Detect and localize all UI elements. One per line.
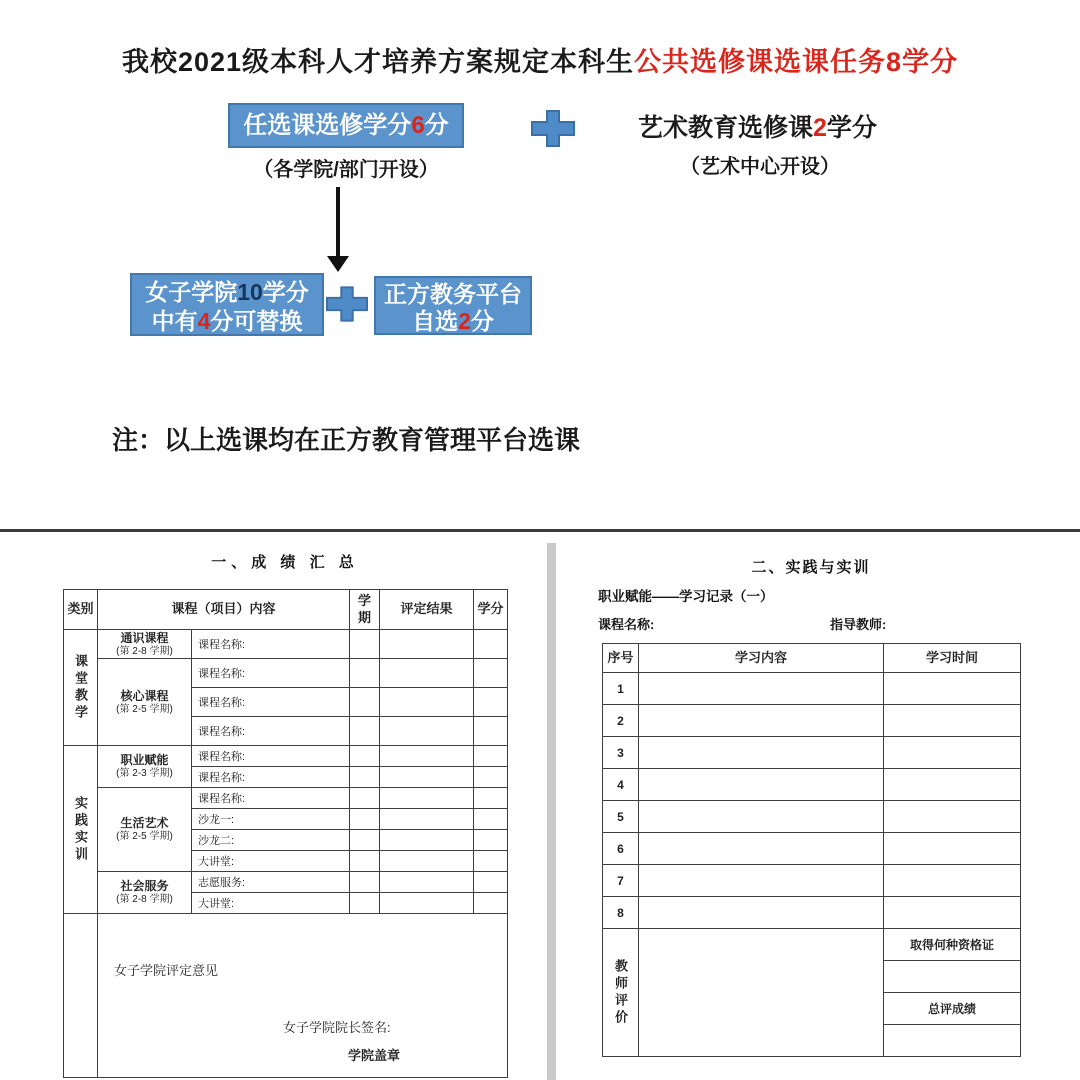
empty-certificate-cell — [884, 961, 1021, 993]
subgroup-core-name: 核心课程 — [120, 688, 169, 703]
empty-content-cell — [639, 769, 884, 801]
college-credit-l1-num: 10 — [237, 279, 263, 305]
platform-credit-box — [374, 276, 532, 335]
empty-semester-cell — [350, 688, 380, 717]
subgroup-vocation-cell — [98, 746, 192, 788]
empty-time-cell — [884, 801, 1021, 833]
table-row — [64, 659, 508, 688]
empty-credit-cell — [474, 830, 508, 851]
grade-summary-title: 一、成 绩 汇 总 — [211, 554, 359, 571]
empty-result-cell — [380, 746, 474, 767]
teacher-eval-cell — [603, 929, 639, 1057]
empty-semester-cell — [350, 659, 380, 688]
empty-credit-cell — [474, 659, 508, 688]
row-number: 4 — [603, 769, 639, 801]
empty-credit-cell — [474, 688, 508, 717]
table-row — [603, 705, 1021, 737]
practice-record-table — [602, 643, 1020, 1057]
platform-credit-l2-post: 分 — [470, 308, 494, 334]
college-credit-l2-pre: 中有 — [151, 308, 198, 334]
header-category: 类别 — [64, 590, 98, 630]
elective-credit-unit: 分 — [424, 112, 449, 139]
lecture-hall-label: 大讲堂: — [192, 893, 350, 914]
empty-content-cell — [639, 801, 884, 833]
college-opinion-label: 女子学院评定意见 — [114, 963, 219, 978]
final-score-header: 总评成绩 — [884, 993, 1021, 1025]
subgroup-service-term: (第 2-8 学期) — [116, 894, 173, 905]
header-time: 学习时间 — [884, 644, 1021, 673]
plus-icon — [531, 110, 575, 147]
elective-credit-box — [228, 103, 464, 148]
empty-time-cell — [884, 769, 1021, 801]
platform-credit-l2-num: 2 — [458, 308, 471, 334]
empty-credit-cell — [474, 788, 508, 809]
subgroup-service-name: 社会服务 — [120, 879, 169, 893]
main-title-black: 我校2021级本科人才培养方案规定本科生 — [121, 47, 635, 77]
plus-icon — [326, 285, 368, 323]
table-row — [603, 865, 1021, 897]
course-name-label: 课程名称: — [192, 788, 350, 809]
college-credit-box — [130, 273, 324, 336]
empty-result-cell — [380, 830, 474, 851]
flow-arrow-head — [327, 256, 349, 272]
subgroup-core-term: (第 2-5 学期) — [116, 703, 173, 715]
empty-semester-cell — [350, 893, 380, 914]
category-practice-cell — [64, 746, 98, 914]
teacher-eval-row — [603, 929, 1021, 961]
course-name-label: 课程名称: — [192, 688, 350, 717]
table-row — [603, 801, 1021, 833]
empty-semester-cell — [350, 830, 380, 851]
course-name-field-label: 课程名称: — [598, 617, 655, 632]
empty-credit-cell — [474, 872, 508, 893]
empty-result-cell — [380, 872, 474, 893]
dean-signature-label: 女子学院院长签名: — [283, 1020, 391, 1035]
empty-time-cell — [884, 737, 1021, 769]
salon-one-label: 沙龙一: — [192, 809, 350, 830]
volunteer-label: 志愿服务: — [192, 872, 350, 893]
empty-result-cell — [380, 767, 474, 788]
table-header-row — [64, 590, 508, 630]
empty-category-cell — [64, 914, 98, 1078]
college-credit-l2-num: 4 — [197, 308, 211, 334]
art-elective-number: 2 — [813, 114, 827, 142]
empty-semester-cell — [350, 851, 380, 872]
art-elective-caption: （艺术中心开设） — [680, 156, 840, 178]
teacher-eval-label: 教师评价 — [613, 958, 628, 1027]
row-number: 5 — [603, 801, 639, 833]
empty-time-cell — [884, 705, 1021, 737]
main-title — [0, 40, 1080, 79]
empty-semester-cell — [350, 872, 380, 893]
empty-result-cell — [380, 851, 474, 872]
empty-semester-cell — [350, 788, 380, 809]
empty-content-cell — [639, 865, 884, 897]
salon-two-label: 沙龙二: — [192, 830, 350, 851]
subgroup-general-term: (第 2-8 学期) — [116, 645, 173, 657]
horizontal-divider — [0, 529, 1080, 532]
course-name-label: 课程名称: — [192, 630, 350, 659]
evaluation-footer-row — [64, 914, 508, 1078]
subgroup-lifeart-name: 生活艺术 — [120, 816, 169, 830]
empty-semester-cell — [350, 717, 380, 746]
empty-content-cell — [639, 673, 884, 705]
category-classroom-label: 课堂教学 — [73, 653, 88, 722]
empty-credit-cell — [474, 630, 508, 659]
table-row — [603, 769, 1021, 801]
empty-result-cell — [380, 688, 474, 717]
empty-credit-cell — [474, 851, 508, 872]
empty-credit-cell — [474, 893, 508, 914]
table-row — [603, 737, 1021, 769]
teacher-field-label: 指导教师: — [830, 617, 887, 632]
table-row — [64, 872, 508, 893]
college-seal-label: 学院盖章 — [348, 1048, 401, 1063]
art-elective-label: 艺术教育选修课 — [638, 114, 814, 142]
empty-time-cell — [884, 865, 1021, 897]
elective-credit-text: 任选课选修学分 — [243, 112, 412, 139]
college-credit-l1-pre: 女子学院 — [145, 279, 238, 305]
platform-credit-l2-pre: 自选 — [412, 308, 459, 334]
empty-semester-cell — [350, 809, 380, 830]
elective-box-caption: （各学院/部门开设） — [253, 159, 439, 181]
college-credit-line1 — [132, 278, 322, 307]
empty-result-cell — [380, 717, 474, 746]
header-content: 学习内容 — [639, 644, 884, 673]
empty-content-cell — [639, 897, 884, 929]
table-row — [603, 833, 1021, 865]
header-result: 评定结果 — [380, 590, 474, 630]
empty-credit-cell — [474, 717, 508, 746]
platform-credit-line1: 正方教务平台 — [384, 281, 522, 307]
empty-result-cell — [380, 659, 474, 688]
empty-credit-cell — [474, 746, 508, 767]
table-row — [603, 897, 1021, 929]
subgroup-service-cell — [98, 872, 192, 914]
header-credit: 学分 — [474, 590, 508, 630]
art-elective-unit: 学分 — [826, 114, 877, 142]
course-name-label: 课程名称: — [192, 746, 350, 767]
empty-result-cell — [380, 893, 474, 914]
empty-score-cell — [884, 1025, 1021, 1057]
subgroup-lifeart-cell — [98, 788, 192, 872]
empty-semester-cell — [350, 630, 380, 659]
subgroup-general-cell — [98, 630, 192, 659]
certificate-header: 取得何种资格证 — [884, 929, 1021, 961]
subgroup-vocation-name: 职业赋能 — [120, 753, 169, 767]
subgroup-vocation-term: (第 2-3 学期) — [116, 768, 173, 779]
subgroup-general-name: 通识课程 — [120, 630, 169, 645]
college-credit-l2-post: 分可替换 — [210, 308, 303, 334]
teacher-eval-comment-cell — [639, 929, 884, 1057]
practice-subtitle: 职业赋能——学习记录（一） — [598, 589, 774, 604]
platform-credit-line2 — [376, 308, 530, 335]
empty-semester-cell — [350, 767, 380, 788]
row-number: 6 — [603, 833, 639, 865]
category-classroom-cell — [64, 630, 98, 746]
course-name-label: 课程名称: — [192, 717, 350, 746]
row-number: 7 — [603, 865, 639, 897]
table-header-row — [603, 644, 1021, 673]
row-number: 1 — [603, 673, 639, 705]
practice-title: 二、实践与实训 — [751, 559, 871, 576]
lecture-hall-label: 大讲堂: — [192, 851, 350, 872]
empty-credit-cell — [474, 767, 508, 788]
row-number: 3 — [603, 737, 639, 769]
art-elective-text — [638, 108, 877, 144]
elective-credit-number: 6 — [411, 112, 425, 139]
note-text: 注：以上选课均在正方教育管理平台选课 — [112, 425, 581, 455]
course-name-label: 课程名称: — [192, 659, 350, 688]
table-row — [64, 630, 508, 659]
row-number: 2 — [603, 705, 639, 737]
header-index: 序号 — [603, 644, 639, 673]
course-name-label: 课程名称: — [192, 767, 350, 788]
empty-result-cell — [380, 788, 474, 809]
header-semester: 学期 — [350, 590, 380, 630]
empty-content-cell — [639, 833, 884, 865]
subgroup-lifeart-term: (第 2-5 学期) — [116, 831, 173, 842]
empty-semester-cell — [350, 746, 380, 767]
flow-arrow-line — [336, 187, 340, 257]
empty-time-cell — [884, 673, 1021, 705]
empty-time-cell — [884, 897, 1021, 929]
empty-result-cell — [380, 630, 474, 659]
page-gap-divider — [547, 543, 556, 1080]
row-number: 8 — [603, 897, 639, 929]
empty-content-cell — [639, 737, 884, 769]
grade-summary-table — [63, 589, 507, 1078]
college-credit-line2 — [132, 307, 322, 336]
empty-credit-cell — [474, 809, 508, 830]
table-row — [603, 673, 1021, 705]
empty-content-cell — [639, 705, 884, 737]
main-title-red: 公共选修课选课任务8学分 — [634, 47, 959, 77]
header-course-content: 课程（项目）内容 — [98, 590, 350, 630]
college-credit-l1-post: 学分 — [262, 279, 309, 305]
college-opinion-cell — [98, 914, 508, 1078]
empty-result-cell — [380, 809, 474, 830]
table-row — [64, 746, 508, 767]
subgroup-core-cell — [98, 659, 192, 746]
category-practice-label: 实践实训 — [73, 795, 88, 864]
empty-time-cell — [884, 833, 1021, 865]
table-row — [64, 788, 508, 809]
